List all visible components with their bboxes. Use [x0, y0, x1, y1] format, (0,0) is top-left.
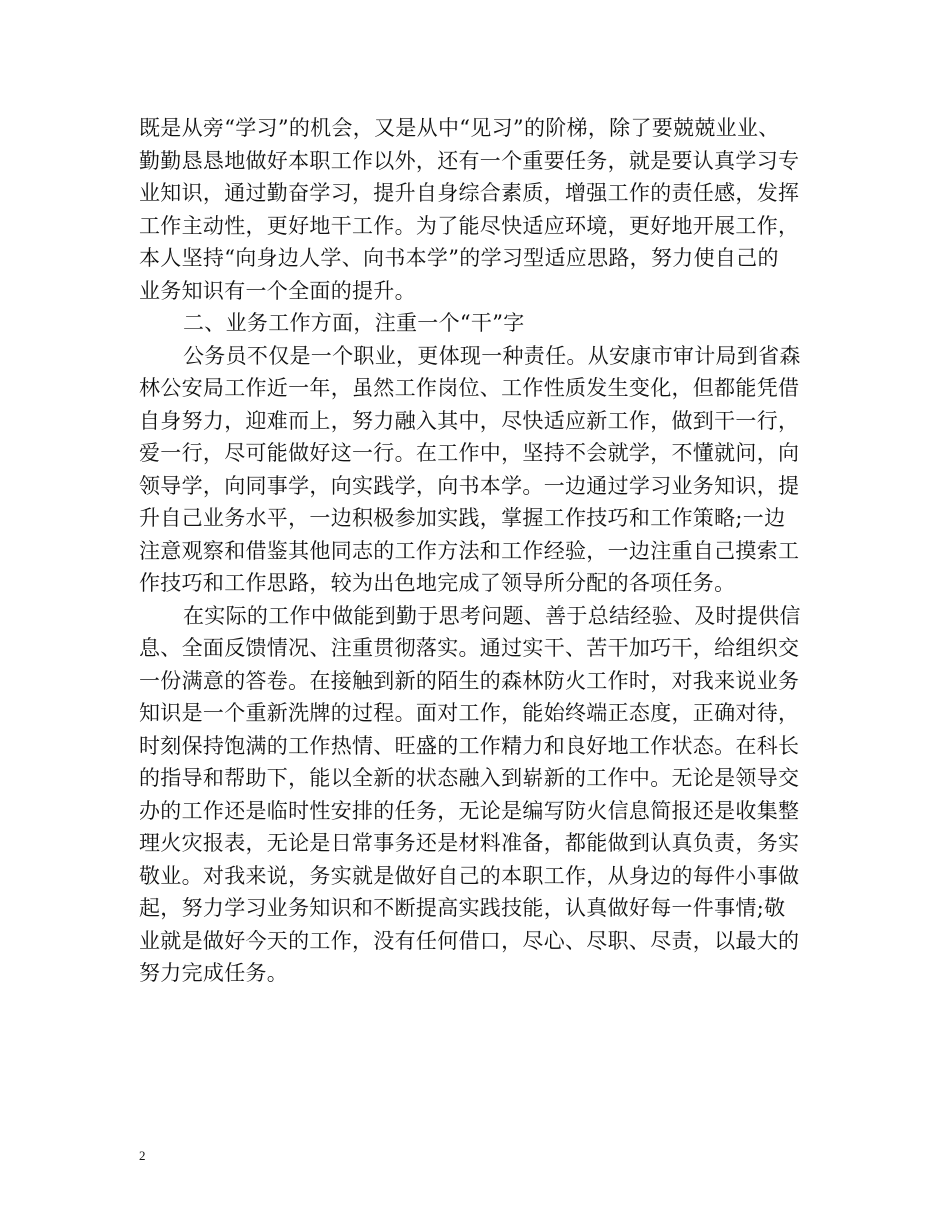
text-line: 业务知识有一个全面的提升。: [139, 278, 416, 303]
text-line: 领导学，向同事学，向实践学，向书本学。一边通过学习业务知识，提: [139, 473, 800, 498]
text-line: 自身努力，迎难而上，努力融入其中，尽快适应新工作，做到干一行，: [139, 408, 800, 433]
page-number: 2: [139, 1148, 146, 1163]
text-line: 息、全面反馈情况、注重贯彻落实。通过实干、苦干加巧干，给组织交: [139, 636, 800, 660]
text-line: 二、业务工作方面，注重一个“干”字: [183, 311, 525, 335]
text-line: 时刻保持饱满的工作热情、旺盛的工作精力和良好地工作状态。在科长: [139, 733, 800, 758]
text-line: 注意观察和借鉴其他同志的工作方法和工作经验，一边注重自己摸索工: [139, 538, 800, 563]
text-line: 的指导和帮助下，能以全新的状态融入到崭新的工作中。无论是领导交: [139, 766, 800, 790]
text-line: 一份满意的答卷。在接触到新的陌生的森林防火工作时，对我来说业务: [139, 668, 800, 693]
document-body: [139, 112, 819, 990]
text-line: 理火灾报表，无论是日常事务还是材料准备，都能做到认真负责，务实: [139, 831, 800, 855]
text-line: 敬业。对我来说，务实就是做好自己的本职工作，从身边的每件小事做: [139, 863, 800, 888]
text-line: 起，努力学习业务知识和不断提高实践技能，认真做好每一件事情;敬: [139, 896, 786, 920]
text-line: 本人坚持“向身边人学、向书本学”的学习型适应思路，努力使自己的: [139, 246, 779, 270]
text-line: 作技巧和工作思路，较为出色地完成了领导所分配的各项任务。: [139, 571, 736, 595]
text-line: 勤勤恳恳地做好本职工作以外，还有一个重要任务，就是要认真学习专: [139, 148, 800, 173]
text-line: 努力完成任务。: [139, 961, 289, 985]
text-line: 业知识，通过勤奋学习，提升自身综合素质，增强工作的责任感，发挥: [139, 181, 800, 205]
text-line: 办的工作还是临时性安排的任务，无论是编写防火信息简报还是收集整: [139, 798, 800, 823]
text-line: 在实际的工作中做能到勤于思考问题、善于总结经验、及时提供信: [183, 603, 801, 628]
text-line: 业就是做好今天的工作，没有任何借口，尽心、尽职、尽责，以最大的: [139, 928, 800, 953]
text-line: 公务员不仅是一个职业，更体现一种责任。从安康市审计局到省森: [183, 343, 801, 368]
paragraph-continuation: [139, 112, 819, 307]
text-line: 既是从旁“学习”的机会，又是从中“见习”的阶梯，除了要兢兢业业、: [139, 116, 780, 140]
text-line: 知识是一个重新洗牌的过程。面对工作，能始终端正态度，正确对待，: [139, 701, 800, 725]
text-line: 爱一行，尽可能做好这一行。在工作中，坚持不会就学，不懂就问，向: [139, 441, 800, 465]
paragraph-civil-servant: [139, 340, 819, 600]
section-heading: [139, 307, 819, 340]
text-line: 林公安局工作近一年，虽然工作岗位、工作性质发生变化，但都能凭借: [139, 376, 800, 400]
text-line: 工作主动性，更好地干工作。为了能尽快适应环境，更好地开展工作，: [139, 213, 800, 238]
paragraph-actual-work: [139, 600, 819, 990]
text-line: 升自己业务水平，一边积极参加实践，掌握工作技巧和工作策略;一边: [139, 506, 786, 530]
